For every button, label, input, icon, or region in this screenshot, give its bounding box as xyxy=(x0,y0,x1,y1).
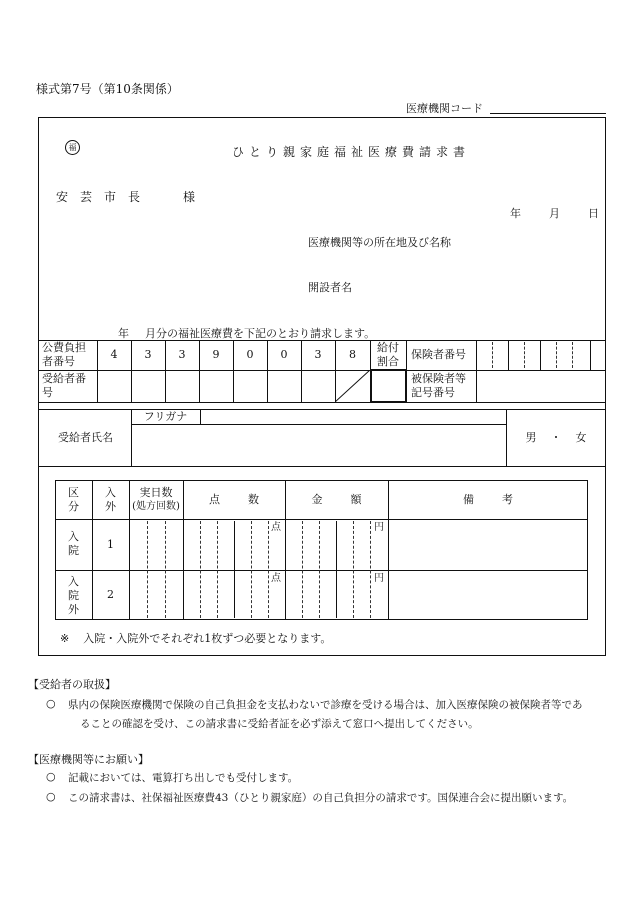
institution-requests-heading: 【医療機関等にお願い】 xyxy=(28,753,149,766)
label-line: 号 xyxy=(42,386,53,399)
col-remarks xyxy=(388,493,588,507)
row-inpatient-point-unit: 点 xyxy=(271,522,281,533)
grid-line xyxy=(319,521,320,618)
header-line: 外 xyxy=(105,500,116,513)
date-month-label: 月 xyxy=(549,207,560,220)
header-char: 備 xyxy=(463,493,474,506)
institution-label: 医療機関等の所在地及び名称 xyxy=(308,236,451,249)
insured-symbol-label xyxy=(408,372,476,400)
label-line: 者番号 xyxy=(42,355,75,368)
label-line: 割合 xyxy=(377,355,399,368)
gender-options[interactable] xyxy=(506,431,606,445)
gender-male[interactable]: 男 xyxy=(525,431,537,444)
payer-digit: 0 xyxy=(280,348,288,361)
grid-line xyxy=(55,519,588,520)
recipient-number-label xyxy=(40,372,97,400)
header-line: 区 xyxy=(68,486,79,499)
row-outpatient-yen-unit: 円 xyxy=(374,573,384,584)
payer-digit: 4 xyxy=(110,348,118,361)
insurer-number-label: 保険者番号 xyxy=(411,348,466,361)
col-points xyxy=(183,493,285,507)
col-kubun xyxy=(55,486,92,514)
footnote-text: 入院・入院外でそれぞれ1枚ずつ必要となります。 xyxy=(83,632,332,645)
form-title: ひとり親家庭福祉医療費請求書 xyxy=(232,145,471,159)
grid-line xyxy=(234,521,235,618)
bullet-icon: ○ xyxy=(46,770,56,783)
row-char: 外 xyxy=(68,603,79,616)
grid-line xyxy=(540,340,541,370)
label-line: 受給者番 xyxy=(42,372,86,385)
footnote xyxy=(60,630,331,646)
institution-request-item1: 記載においては、電算打ち出しでも受付します。 xyxy=(68,772,299,784)
recipient-handling-line1: 県内の保険医療機関で保険の自己負担金を支払わないで診療を受ける場合は、加入医療保険の被保険者等であ xyxy=(68,699,583,711)
date-day-label: 日 xyxy=(588,207,599,220)
grid-line xyxy=(38,340,606,341)
grid-line xyxy=(38,409,606,410)
grid-line xyxy=(147,521,148,618)
row-outpatient-point-unit: 点 xyxy=(271,573,281,584)
label-line: 給付 xyxy=(377,341,399,354)
grid-line xyxy=(302,521,303,618)
bullet-icon: ○ xyxy=(46,790,56,803)
date-year-label: 年 xyxy=(510,207,521,220)
payer-digit: 8 xyxy=(349,348,356,361)
label-line: 記号番号 xyxy=(411,386,455,399)
grid-line xyxy=(217,521,218,618)
header-char: 点 xyxy=(209,493,220,506)
date-field[interactable] xyxy=(510,205,599,221)
grid-line xyxy=(251,521,252,618)
payer-digit: 3 xyxy=(178,348,186,361)
grid-line xyxy=(55,570,588,571)
row-char: 院 xyxy=(68,589,79,602)
grid-line xyxy=(38,466,606,467)
claim-year-label: 年 xyxy=(118,327,129,340)
recipient-name-label: 受給者氏名 xyxy=(58,431,113,444)
bullet-icon: ○ xyxy=(46,697,56,710)
opener-label: 開設者名 xyxy=(308,281,352,294)
grid-line xyxy=(492,342,493,368)
benefit-ratio-label xyxy=(370,341,406,369)
header-line: 分 xyxy=(68,500,79,513)
grid-line xyxy=(353,521,354,618)
benefit-ratio-input[interactable] xyxy=(370,369,407,403)
furigana-label: フリガナ xyxy=(143,410,188,423)
label-line: 被保険者等 xyxy=(411,372,466,385)
col-days xyxy=(129,486,183,514)
grid-line xyxy=(131,424,506,425)
addressee: 安芸市長 xyxy=(56,190,153,204)
grid-line xyxy=(524,342,525,368)
col-nyugai xyxy=(92,486,129,514)
row-inpatient-code: 1 xyxy=(107,538,114,551)
header-char: 数 xyxy=(248,493,259,506)
recipient-handling-line2: ることの確認を受け、この請求書に受給者証を必ず添えて窓口へ提出してください。 xyxy=(80,718,479,730)
payer-digit: 3 xyxy=(314,348,322,361)
grid-line xyxy=(556,342,557,368)
row-outpatient-label xyxy=(55,575,92,617)
gender-dot: ・ xyxy=(550,431,562,444)
grid-line xyxy=(200,409,201,424)
header-line: 入 xyxy=(105,486,116,499)
institution-code-label: 医療機関コード xyxy=(406,102,483,115)
row-inpatient-label xyxy=(55,530,92,558)
honorific: 様 xyxy=(183,190,196,204)
form-number: 様式第7号（第10条関係） xyxy=(36,82,179,96)
recipient-handling-heading: 【受給者の取扱】 xyxy=(28,678,116,691)
header-line: (処方回数) xyxy=(132,501,180,512)
institution-request-item2: この請求書は、社保福祉医療費43（ひとり親家庭）の自己負担分の請求です。国保連合会に提出願います。 xyxy=(68,792,574,804)
header-char: 考 xyxy=(502,493,513,506)
diagonal-strike xyxy=(335,370,370,402)
grid-line xyxy=(476,340,477,402)
grid-line xyxy=(38,402,606,403)
grid-line xyxy=(336,521,337,618)
row-inpatient-yen-unit: 円 xyxy=(374,522,384,533)
grid-line xyxy=(572,342,573,368)
row-char: 入 xyxy=(68,530,79,543)
footnote-mark: ※ xyxy=(60,632,70,645)
payer-digit: 9 xyxy=(212,348,220,361)
grid-line xyxy=(165,521,166,618)
grid-line xyxy=(508,340,509,370)
header-char: 額 xyxy=(350,493,362,506)
header-line: 実日数 xyxy=(139,486,173,499)
welfare-seal-icon: 福 xyxy=(65,140,80,155)
row-char: 入 xyxy=(68,575,79,588)
gender-female[interactable]: 女 xyxy=(575,431,587,444)
institution-code-field[interactable] xyxy=(490,113,606,114)
row-outpatient-code: 2 xyxy=(107,588,114,601)
grid-line xyxy=(200,521,201,618)
payer-number-label xyxy=(40,341,97,369)
grid-line xyxy=(38,370,606,371)
label-line: 公費負担 xyxy=(42,341,86,354)
grid-line xyxy=(268,521,269,618)
payer-digit: 3 xyxy=(144,348,152,361)
row-char: 院 xyxy=(68,544,79,557)
grid-line xyxy=(370,521,371,618)
col-amount xyxy=(285,493,388,507)
grid-line xyxy=(590,340,591,370)
header-char: 金 xyxy=(311,493,323,506)
payer-digit: 0 xyxy=(246,348,254,361)
claim-text: 月分の福祉医療費を下記のとおり請求します。 xyxy=(145,327,376,340)
claim-statement xyxy=(118,325,375,341)
